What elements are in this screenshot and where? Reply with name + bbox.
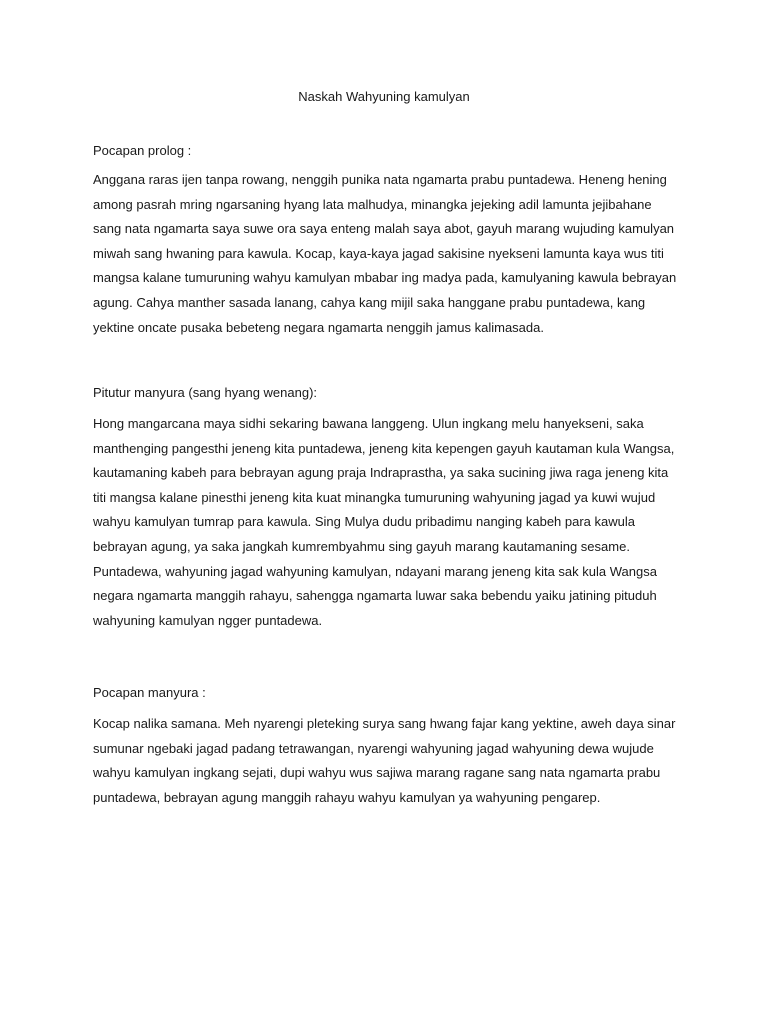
section-paragraph: Hong mangarcana maya sidhi sekaring bawana langgeng. Ulun ingkang melu hanyekseni, saka manthenging pangesthi jeneng kita puntadewa, jeneng kita kepengen gayuh kautaman kula Wangsa, kautamaning kabeh para bebrayan agung praja Indraprastha, ya saka sucining jiwa raga jeneng kita titi mangsa kalane pinesthi jeneng kita kuat minangka tumuruning wahyuning jagad ya kuwi wujud wahyu kamulyan tumrap para kawula. Sing Mulya dudu pribadimu nanging kabeh para kawula bebrayan agung, ya saka jangkah kumrembyahmu sing gayuh marang kautamaning sesame. Puntadewa, wahyuning jagad wahyuning kamulyan, ndayani marang jeneng kita sak kula Wangsa negara ngamarta manggih rahayu, sahengga ngamarta luwar saka bebendu yaiku jatining pituduh wahyuning kamulyan ngger puntadewa. (93, 416, 675, 628)
section-heading: Pitutur manyura (sang hyang wenang): (93, 385, 318, 400)
section-pocapan-manyura (93, 684, 679, 810)
section-paragraph: Kocap nalika samana. Meh nyarengi pleteking surya sang hwang fajar kang yektine, aweh daya sinar sumunar ngebaki jagad padang tetrawangan, nyarengi wahyuning jagad wahyuning dewa wujude wahyu kamulyan ingkang sejati, dupi wahyu wus sajiwa marang ragane sang nata ngamarta prabu puntadewa, bebrayan agung manggih rahayu wahyu kamulyan ya wahyuning pengarep. (93, 716, 676, 805)
section-pitutur-manyura (93, 384, 679, 633)
section-pocapan-prolog (93, 142, 679, 340)
document-title: Naskah Wahyuning kamulyan (298, 89, 470, 104)
section-heading: Pocapan prolog : (93, 143, 192, 158)
section-heading: Pocapan manyura : (93, 685, 206, 700)
section-paragraph: Anggana raras ijen tanpa rowang, nenggih punika nata ngamarta prabu puntadewa. Heneng hening among pasrah mring ngarsaning hyang lata malhudya, minangka jejeking adil lamunta jejibahane sang nata ngamarta saya suwe ora saya enteng malah saya abot, gayuh marang wujuding kamulyan miwah sang hwaning para kawula. Kocap, kaya-kaya jagad sakisine nyekseni lamunta kaya wus titi mangsa kalane tumuruning wahyu kamulyan mbabar ing madya pada, kamulyaning kawula bebrayan agung. Cahya manther sasada lanang, cahya kang mijil saka hanggane prabu puntadewa, kang yektine oncate pusaka bebeteng negara ngamarta nenggih jamus kalimasada. (93, 172, 677, 335)
